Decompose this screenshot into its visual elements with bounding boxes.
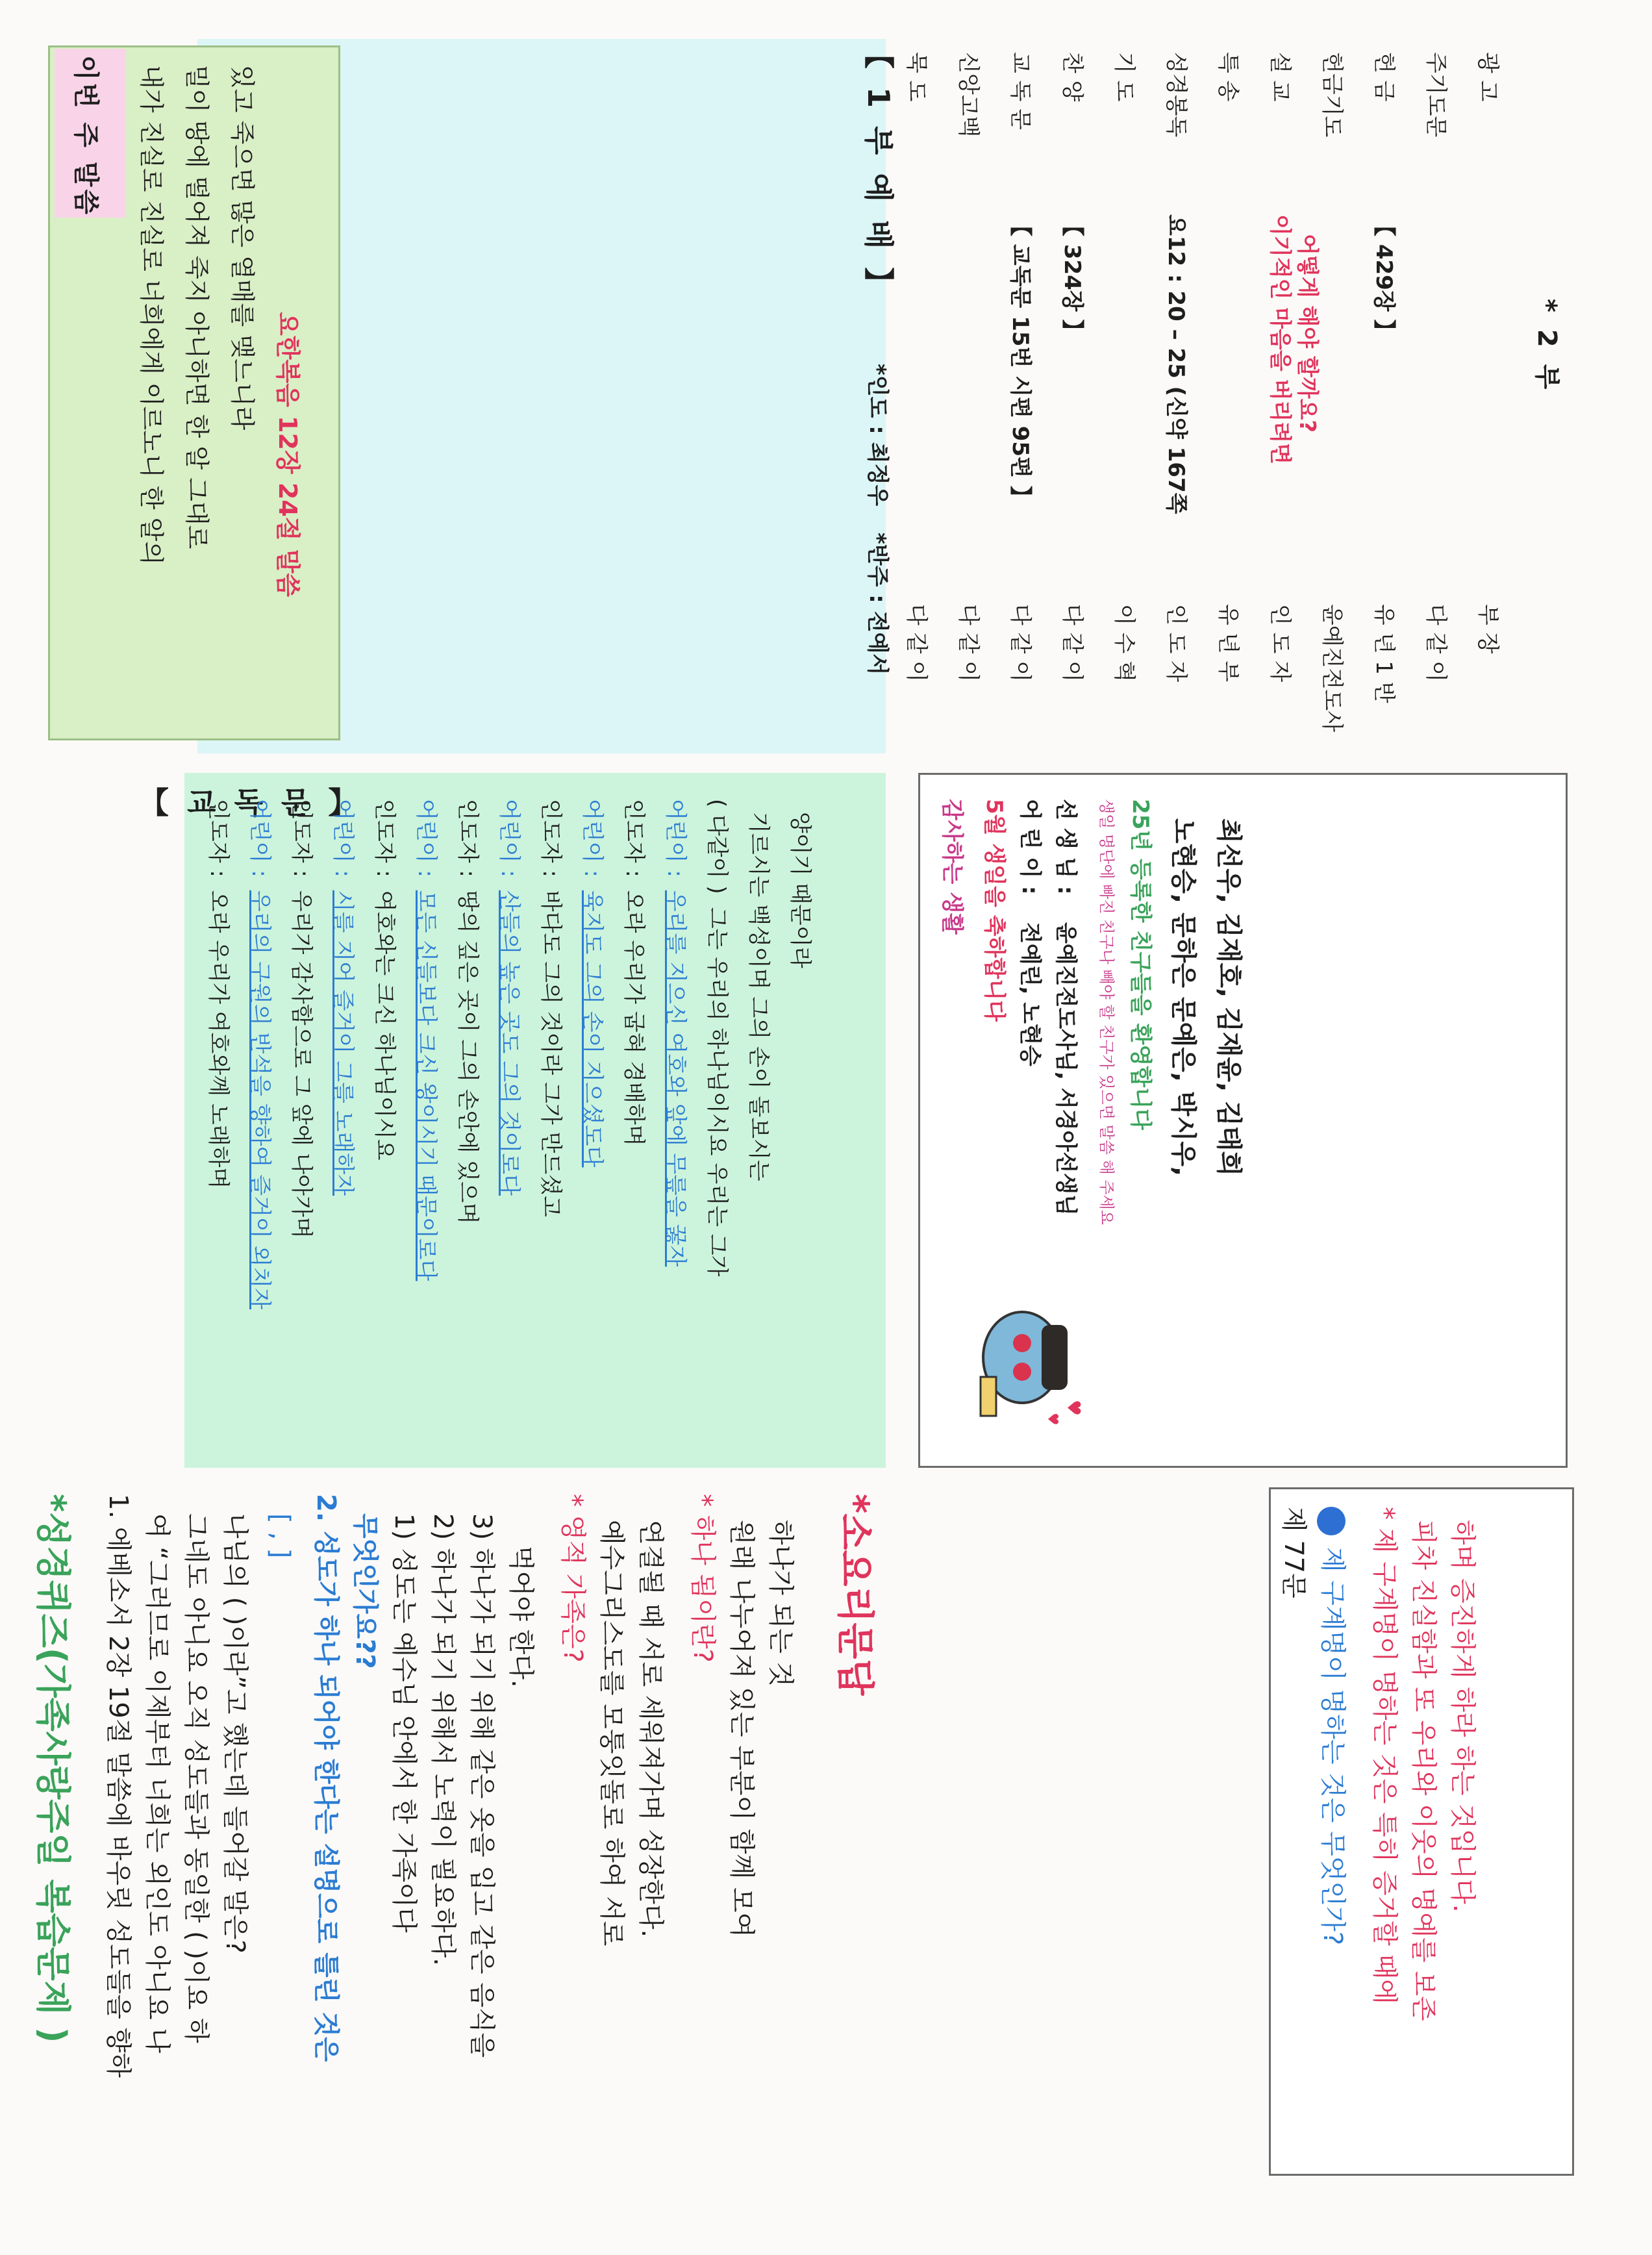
responsive-text: 양이기 때문이라 <box>787 812 813 968</box>
responsive-line <box>288 799 319 1239</box>
catechism-answer-1: * 제 구계명이 명하는 것은 특히 증거할 때에 <box>1370 1507 1399 2004</box>
responsive-line <box>246 799 278 1309</box>
responsive-speaker: 인도자 : <box>205 799 231 877</box>
worship-row-label: 찬 양 <box>1059 52 1085 102</box>
svg-text:♥: ♥ <box>1044 1413 1060 1426</box>
responsive-line <box>579 799 610 1167</box>
responsive-line <box>537 799 569 1217</box>
quiz-option-2[interactable]: 2) 하나가 되기 위해서 노력이 필요하다. <box>428 1513 458 1966</box>
responsive-line <box>703 799 735 1276</box>
responsive-line <box>329 799 361 1196</box>
catechism-answer-2: 피차 진실함과 또 우리와 이웃의 명예를 보존 <box>1408 1520 1438 2021</box>
responsive-text: 모든 신들보다 크신 왕이시기 때문이로다 <box>413 890 439 1281</box>
worship-row-who: 인 도 자 <box>1267 604 1293 683</box>
catechism-answer-3: 하며 증진하게 하라 하는 것입니다. <box>1447 1520 1477 1913</box>
responsive-text: 우리가 감사함으로 그 앞에 나아가며 <box>288 890 314 1239</box>
welcome-heading: 25년 등록한 친구들을 환영합니다 <box>1127 799 1153 1130</box>
responsive-text: 바다도 그의 것이라 그가 만드셨고 <box>538 890 564 1217</box>
catechism-question <box>1316 1507 1353 1945</box>
responsive-text: 오라 우리가 여호와께 노래하며 <box>205 890 231 1189</box>
oneness-answer-1: 원래 나누어져 있는 부분이 함께 모여 <box>727 1520 757 1938</box>
birthday-children-label: 어 린 이 : <box>1017 799 1043 895</box>
quiz-option-3b: 먹어야 한다. <box>506 1546 536 1688</box>
quiz-q1-answer-blank[interactable]: [ , ] <box>265 1513 295 1559</box>
birthday-teachers-label: 선 생 님 : <box>1053 799 1079 895</box>
responsive-speaker: 어린이 : <box>662 799 688 877</box>
quiz-q1-line-c: 그네도 아니요 오직 성도들과 동일한 ( )이요 하 <box>181 1513 211 2043</box>
responsive-text: 오라 우리가 굽혀 경배하며 <box>621 890 647 1146</box>
responsive-speaker: 어린이 : <box>496 799 522 877</box>
worship-row-who: 윤예진전도사 <box>1319 604 1345 733</box>
verse-line-1: 내가 진실로 진실로 너희에게 이르노니 한 알의 <box>137 65 166 565</box>
worship-row-who: 다 같 이 <box>1007 604 1033 683</box>
family-answer-2: 연결될 때 서로 세워져가며 성장한다. <box>636 1520 666 1938</box>
svg-text:♥: ♥ <box>1063 1400 1084 1417</box>
worship-row-value: 이기적인 마음을 버리려면 <box>1267 214 1293 464</box>
welcome-names-1: 노현승, 문하은 문예은, 박시우, <box>1168 818 1198 1177</box>
mascot-illustration <box>964 1286 1094 1429</box>
responsive-speaker: 어린이 : <box>247 799 273 877</box>
catechism-question-text: 제 구계명이 명하는 것은 무엇인가? <box>1318 1547 1347 1946</box>
responsive-text: 기르시는 백성이며 그의 손이 돌보시는 <box>745 812 771 1181</box>
responsive-speaker: 인도자 : <box>288 799 314 877</box>
responsive-line <box>205 799 236 1189</box>
worship-leader: *인도 : 최정우 <box>864 364 890 507</box>
responsive-speaker: 인도자 : <box>455 799 481 877</box>
worship-row-value: 【 429장 】 <box>1371 214 1397 342</box>
responsive-text: 땅의 깊은 곳이 그의 손안에 있으며 <box>455 890 481 1224</box>
birthday-heading: 5월 생일을 축하합니다 <box>981 799 1007 1022</box>
responsive-heading: 【 교 독 문 】 <box>139 785 362 820</box>
responsive-line <box>371 799 403 1161</box>
responsive-speaker: ( 다같이 ) <box>704 799 730 894</box>
responsive-line <box>745 799 777 1181</box>
responsive-line <box>786 799 818 968</box>
worship-row-label: 헌 금 <box>1371 52 1397 102</box>
responsive-line <box>620 799 652 1146</box>
worship-row-who: 유 년 1 반 <box>1371 604 1397 703</box>
oneness-question: * 하나 됨이란? <box>688 1494 718 1663</box>
responsive-line <box>454 799 486 1224</box>
thanks-heading: 감사하는 생활 <box>939 799 965 935</box>
worship-row-who: 다 같 이 <box>903 604 929 683</box>
responsive-speaker: 어린이 : <box>579 799 605 877</box>
responsive-speaker: 어린이 : <box>330 799 356 877</box>
responsive-line <box>412 799 444 1281</box>
quiz-heading: *성경퀴즈(가족사랑주일 복습문제 ) <box>32 1494 73 2043</box>
worship-row-label: 기 도 <box>1111 52 1137 102</box>
catechism-number: 제 77문 <box>1279 1507 1308 1598</box>
verse-line-2: 밀이 땅에 떨어져 죽지 아니하면 한 알 그대로 <box>182 65 211 549</box>
quiz-q1-line-a: 1. 에베소서 2장 19절 말씀에 바우릿 성도들을 향하 <box>103 1494 133 2078</box>
worship-row-value-2: 어떻게 해야 할까요? <box>1294 234 1320 433</box>
worship-row-label: 특 송 <box>1215 52 1241 102</box>
worship-row-who: 인 도 자 <box>1163 604 1189 683</box>
worship-row-label: 신앙고백 <box>955 52 981 138</box>
quiz-q2-line-b: 무엇인가요?? <box>350 1513 380 1669</box>
worship-row-label: 교 독 문 <box>1007 52 1033 131</box>
responsive-line <box>495 799 527 1196</box>
quiz-q1-line-b: 여 “그러므로 이제부터 너희는 외인도 아니요 나 <box>142 1513 172 2054</box>
worship-row-value: 요12 : 20 – 25 (신약 167쪽 <box>1163 214 1189 514</box>
worship-row-who: 유 년 부 <box>1215 604 1241 683</box>
responsive-text: 우리를 지으신 여호와 앞에 무릎을 꿇자 <box>662 890 688 1267</box>
catechism-heading: *소요리문답 <box>833 1494 877 1696</box>
worship-row-label: 헌금기도 <box>1319 52 1345 138</box>
quiz-option-3a[interactable]: 3) 하나가 되기 위해 같은 옷을 입고 같은 음식을 <box>467 1513 497 2058</box>
responsive-speaker: 인도자 : <box>371 799 397 877</box>
birthday-teachers: 윤예진전도사님, 서경아선생님 <box>1053 922 1079 1216</box>
worship-row-who: 다 같 이 <box>1059 604 1085 683</box>
responsive-text: 시를 지어 즐거이 그를 노래하자 <box>330 890 356 1196</box>
responsive-line <box>662 799 694 1266</box>
birthday-children: 전예린, 노현승 <box>1017 922 1043 1066</box>
worship-row-label: 묵 도 <box>903 52 929 102</box>
quiz-q1-line-d: 나님의 ( )이라”고 했는데 들어갈 말은? <box>220 1513 250 1954</box>
birthday-note: 생일 명단에 빠진 친구나 빼야 할 친구가 있으면 말씀 해 주세요 <box>1097 799 1116 1225</box>
verse-line-3: 있고 죽으면 많은 열매를 맺느니라 <box>228 65 257 431</box>
worship-accompanist: *반주 : 전예서 <box>864 533 890 675</box>
responsive-speaker: 인도자 : <box>621 799 647 877</box>
responsive-text: 그는 우리의 하나님이시요 우리는 그가 <box>704 907 730 1277</box>
family-answer-1: 예수그리스도를 모퉁잇돌로 하여 서로 <box>597 1520 627 1946</box>
responsive-speaker: 인도자 : <box>538 799 564 877</box>
responsive-speaker: 어린이 : <box>413 799 439 877</box>
oneness-answer-2: 하나가 되는 것 <box>766 1520 795 1687</box>
responsive-text: 우리의 구원의 반석을 향하여 즐거이 외치자 <box>247 890 273 1310</box>
responsive-text: 육지도 그의 손이 지으셨도다 <box>579 890 605 1168</box>
quiz-q2-line-a: 2. 성도가 하나 되어야 한다는 설명으로 틀린 것은 <box>311 1494 341 2062</box>
worship-row-value: 【 324장 】 <box>1059 214 1085 342</box>
worship-row-who: 부 장 <box>1475 604 1501 654</box>
quiz-option-1[interactable]: 1) 성도는 예수님 안에서 한 가족이다 <box>389 1513 419 1933</box>
worship-row-label: 설 교 <box>1267 52 1293 102</box>
responsive-text: 산들의 높은 곳도 그의 것이로다 <box>496 890 522 1196</box>
part-2-heading: * 2 부 <box>1532 299 1562 394</box>
worship-row-label: 주기도문 <box>1423 52 1449 138</box>
worship-row-who: 이 수 혁 <box>1111 604 1137 683</box>
worship-row-who: 다 같 이 <box>955 604 981 683</box>
responsive-text: 여호와는 크신 하나님이시요 <box>371 890 397 1161</box>
verse-reference: 요한복음 12장 24절 말씀 <box>273 312 302 598</box>
welcome-names-2: 최선우, 김재호, 김재윤, 김태희 <box>1214 818 1244 1177</box>
worship-row-who: 다 같 이 <box>1423 604 1449 683</box>
bullet-circle-icon <box>1317 1507 1345 1535</box>
worship-row-label: 성경봉독 <box>1163 52 1189 138</box>
verse-heading: 이번 주 말씀 <box>71 55 101 218</box>
worship-row-value: 【 교독문 15번 시편 95편 】 <box>1007 214 1033 508</box>
family-question: * 영적 가족은? <box>558 1494 588 1663</box>
worship-row-label: 광 고 <box>1475 52 1501 102</box>
worship-heading: 【 1 부 예 배 】 <box>861 39 896 301</box>
